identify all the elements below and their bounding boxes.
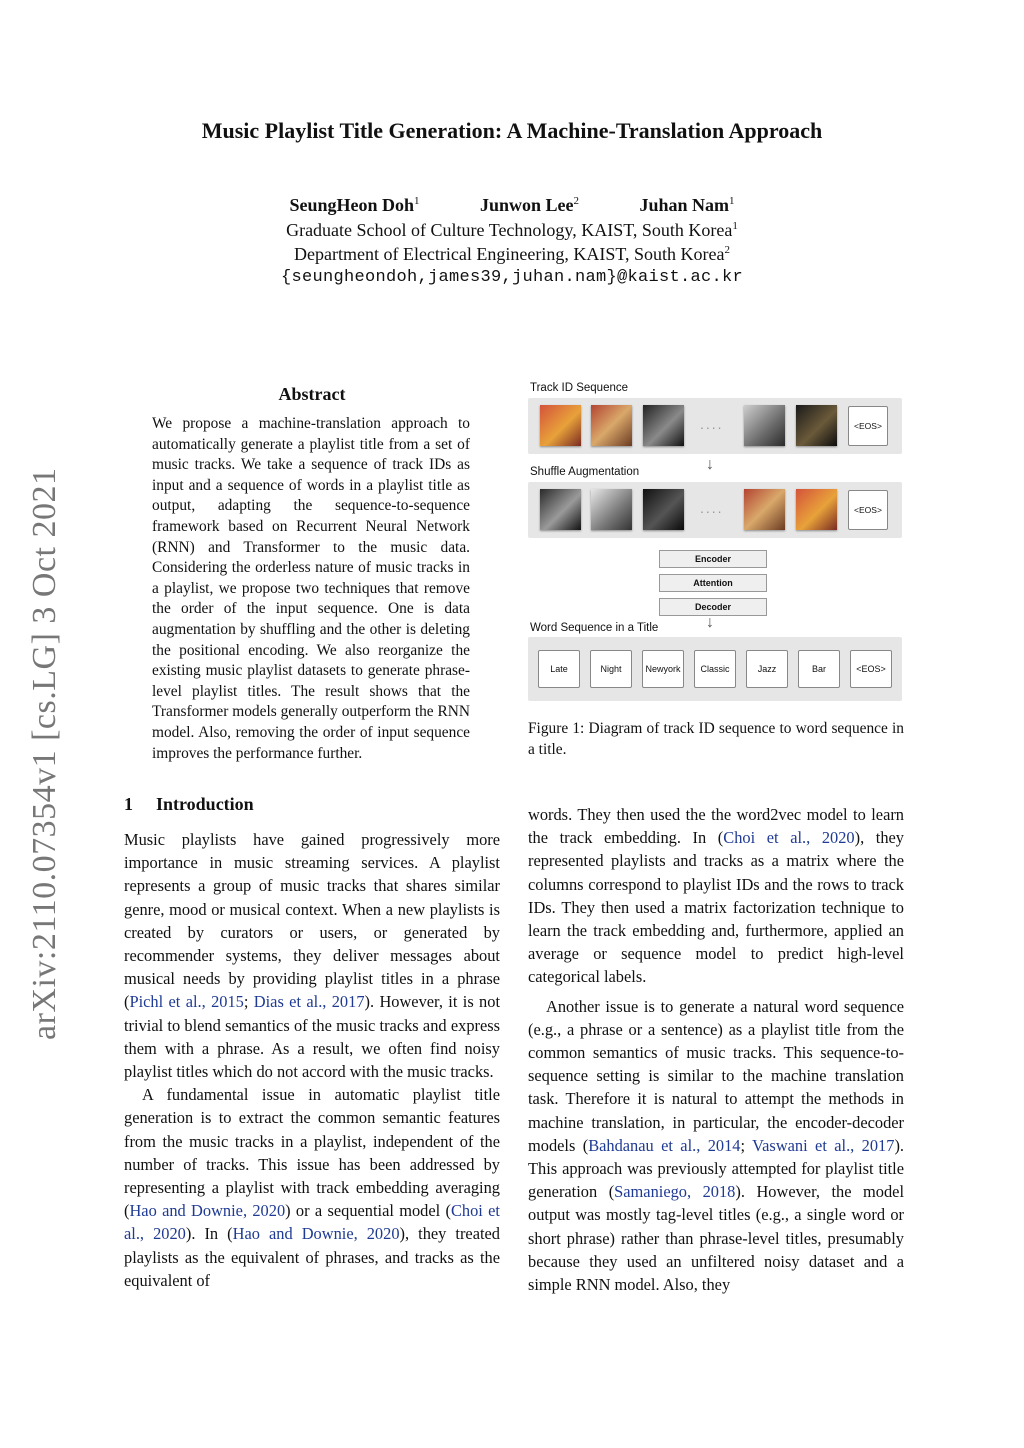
decoder-block: Decoder [659,598,767,616]
left-column-body [124,828,500,1292]
album-cover-4 [744,405,785,446]
album-cover-7 [591,489,632,530]
paragraph-1: Music playlists have gained progressively more importance in music streaming services. A playlist represents a group of music tracks that shares similar genre, mood or musical context. When a new playlists is created by curators or users, or generated by recommender systems, they deliver messages about musical needs by providing playlist titles in a phrase (Pichl et al., 2015; Dias et al., 2017). However, it is not trivial to blend semantics of the music tracks and express them with a phrase. As a result, we often find noisy playlist titles which do not accord with the music tracks. [124,830,500,1082]
author-email: {seungheondoh,james39,juhan.nam}@kaist.ac.kr [280,268,744,287]
author-3: Juhan Nam$^1$ [639,195,735,215]
citation-dias[interactable]: Dias et al., 2017 [253,992,365,1012]
label-track-id-sequence: Track ID Sequence [530,382,629,394]
author-1: SeungHeon Doh$^1$ [289,195,420,215]
album-cover-8 [643,489,684,530]
word-token-eos: <EOS> [850,650,892,688]
right-column-body [528,803,904,1296]
citation-samaniego[interactable]: Samaniego, 2018 [614,1182,736,1202]
author-2: Junwon Lee$^2$ [480,195,580,215]
eos-token-2: <EOS> [848,490,888,530]
paragraph-4: Another issue is to generate a natural word sequence (e.g., a phrase or a sentence) as a playlist title from the common semantics of music tracks. This sequence-to-sequence setting is similar to the machine translation task. Therefore it is natural to attempt the methods in machine translation, in particular, the encoder-decoder models (Bahdanau et al., 2014; Vaswani et al., 2017). This approach was previously attempted for playlist title generation (Samaniego, 2018). However, the model output was mostly tag-level titles (e.g., a single word or short phrase) rather than phrase-level titles, presumably because they used an unfiltered noisy dataset and a simple RNN model. Also, they [528,996,905,1295]
citation-pichl[interactable]: Pichl et al., 2015 [129,992,244,1012]
attention-block: Attention [659,574,767,592]
abstract-heading: Abstract [278,384,346,404]
word-token-late: Late [538,650,580,688]
citation-bahdanau[interactable]: Bahdanau et al., 2014 [588,1135,741,1155]
album-cover-10 [796,489,837,530]
paper-title: Music Playlist Title Generation: A Machine-Translation Approach [201,118,823,143]
eos-token: <EOS> [848,406,888,446]
figure-1-caption: Figure 1: Diagram of track ID sequence to word sequence in a title. [528,720,904,758]
label-word-sequence: Word Sequence in a Title [530,622,659,634]
ellipsis: .... [700,416,724,432]
word-token-bar: Bar [798,650,840,688]
album-cover-6 [540,489,581,530]
arxiv-identifier: arXiv:2110.07354v1 [cs.LG] 3 Oct 2021 [26,467,63,1040]
word-token-newyork: Newyork [642,650,684,688]
affiliation-1: Graduate School of Culture Technology, KAIST, South Korea$^1$ [286,220,738,240]
word-token-night: Night [590,650,632,688]
album-cover-2 [591,405,632,446]
album-cover-1 [540,405,581,446]
abstract-text: We propose a machine-translation approach to automatically generate a playlist title from a set of music tracks. We take a sequence of track IDs as input and a sequence of words in a playlist title as output, adapting the sequence-to-sequence framework based on Recurrent Neural Network (RNN) and Transformer to the music data. Considering the orderless nature of music tracks in a playlist, we propose two techniques that remove the order of the input sequence. One is data augmentation by shuffling and the other is deleting the positional encoding. We also reorganize the existing music playlist datasets to generate phrase-level playlist titles. The result shows that the Transformer models generally outperform the RNN model. Also, removing the order of input sequence improves the performance further. [152,415,470,762]
section-heading-introduction: 1 Introduction [124,794,254,814]
album-cover-3 [643,405,684,446]
encoder-block: Encoder [659,550,767,568]
label-shuffle-augmentation: Shuffle Augmentation [530,466,640,478]
citation-hao-downie[interactable]: Hao and Downie, 2020 [129,1201,286,1221]
down-arrow-icon-2: ↓ [706,614,714,631]
paragraph-2: A fundamental issue in automatic playlist title generation is to extract the common semantic features from the music tracks in a playlist, independent of the number of tracks. This issue has been addressed by representing a playlist with track embedding averaging (Hao and Downie, 2020) or a sequential model (Choi et al., 2020). In (Hao and Downie, 2020), they treated playlists as the equivalent of phrases, and tracks as the equivalent of [124,1085,500,1290]
word-token-jazz: Jazz [746,650,788,688]
paragraph-3: words. They then used the the word2vec model to learn the track embedding. In (Choi et al., 2020), they represented playlists and tracks as a matrix where the columns correspond to playlist IDs and the rows to track IDs. They then used a matrix factorization technique to learn the track embedding and, furthermore, applied an average or sequence model to predict high-level categorical labels. [528,805,904,987]
album-cover-5 [796,405,837,446]
down-arrow-icon: ↓ [706,456,714,473]
word-token-classic: Classic [694,650,736,688]
citation-hao-downie-2[interactable]: Hao and Downie, 2020 [232,1224,400,1244]
author-list [0,195,1024,216]
citation-choi[interactable]: Choi et al., 2020 [124,1201,500,1244]
album-cover-9 [744,489,785,530]
citation-vaswani[interactable]: Vaswani et al., 2017 [752,1135,895,1155]
ellipsis-2: .... [700,500,724,516]
citation-choi-2[interactable]: Choi et al., 2020 [723,828,855,848]
affiliation-2: Department of Electrical Engineering, KAIST, South Korea$^2$ [293,244,731,264]
